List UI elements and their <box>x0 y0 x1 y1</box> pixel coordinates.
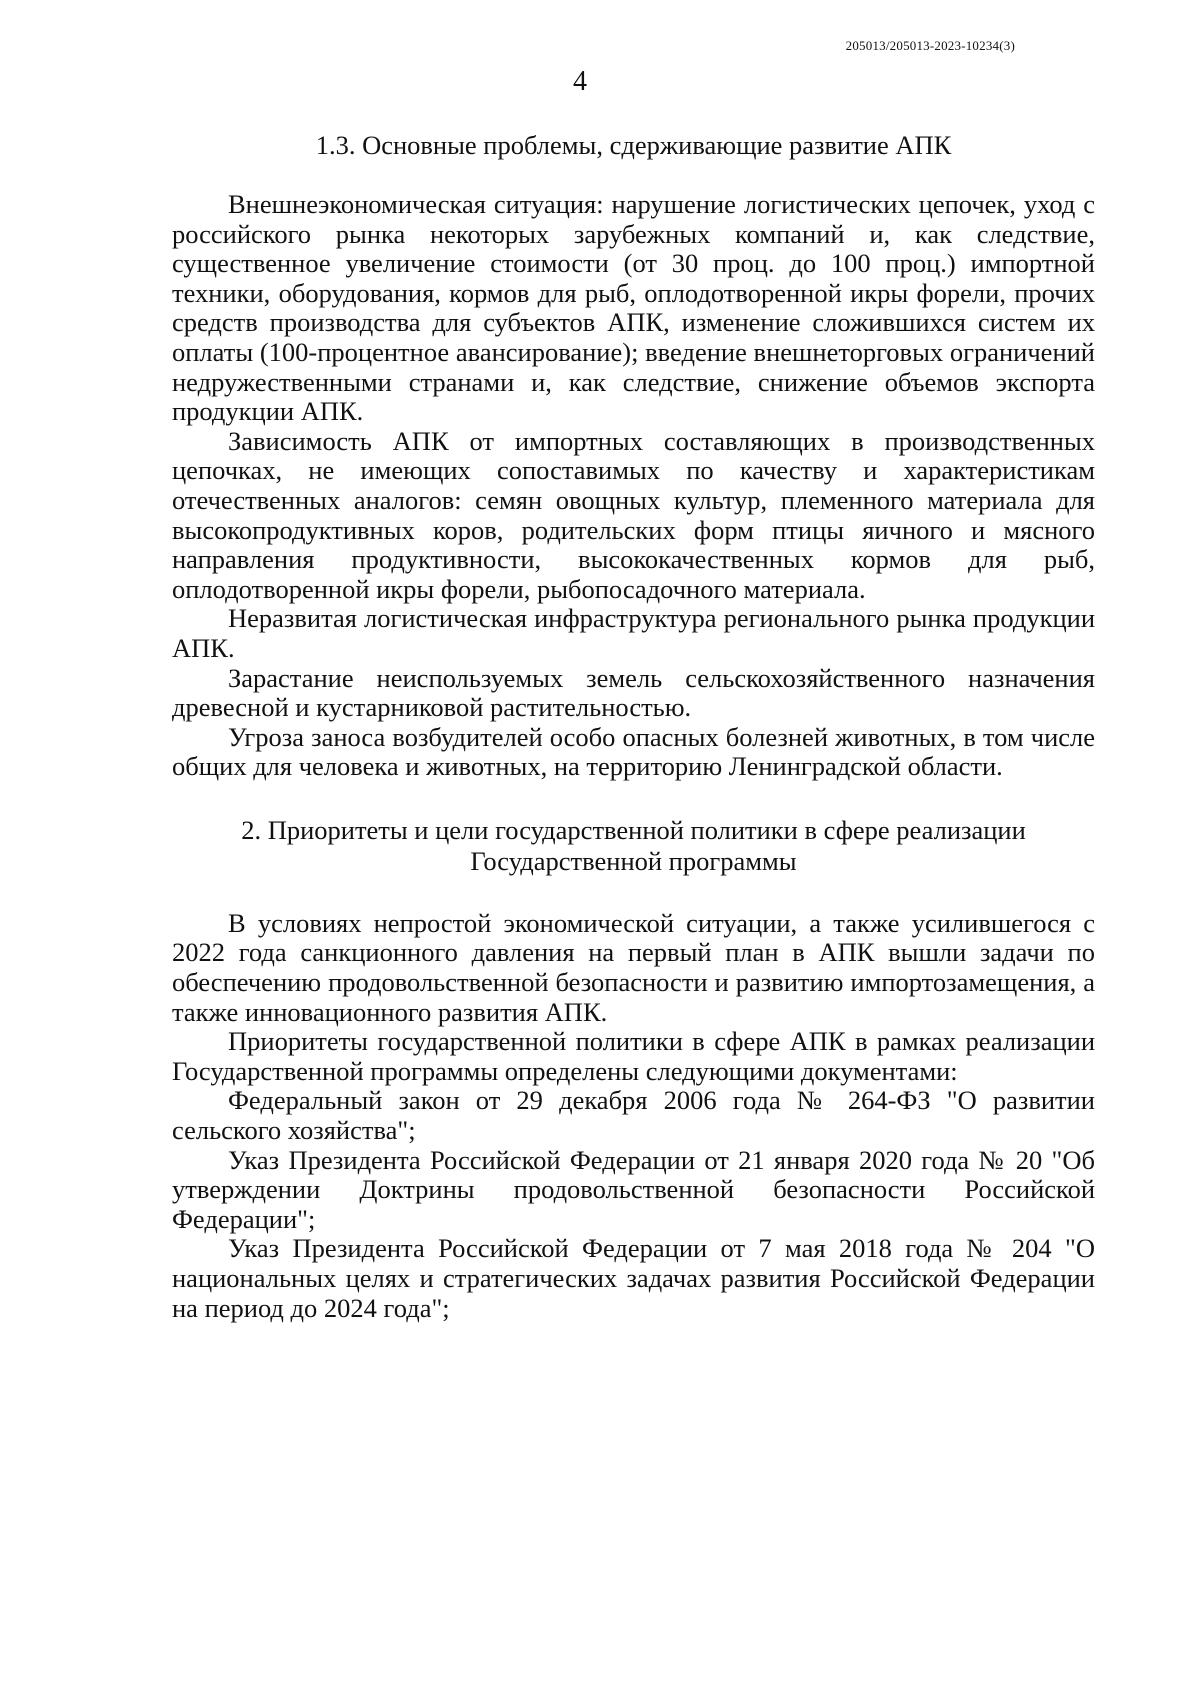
paragraph: Неразвитая логистическая инфраструктура регионального рынка продукции АПК. <box>172 603 1095 663</box>
paragraph: Угроза заноса возбудителей особо опасных болезней животных, в том числе общих для человека и животных, на территорию Ленинградской области. <box>172 721 1095 782</box>
document-id: 205013/205013-2023-10234(3) <box>845 38 1015 53</box>
section-2-title-line-2: Государственной программы <box>470 845 797 876</box>
section-1-3-title: 1.3. Основные проблемы, сдерживающие развитие АПК <box>315 130 952 160</box>
paragraph: Зарастание неиспользуемых земель сельскохозяйственного назначения древесной и кустарниковой растительностью. <box>172 662 1095 723</box>
document-reference-paragraph: Федеральный закон от 29 декабря 2006 года № 264-ФЗ "О развитии сельского хозяйства"; <box>172 1085 1095 1146</box>
paragraph: Внешнеэкономическая ситуация: нарушение логистических цепочек, уход с российского рынка некоторых зарубежных компаний и, как следствие, существенное увеличение стоимости (от 30 проц. до 100 проц.) импортной техники, оборудования, кормов для рыб, оплодотворенной икры форели, прочих средств производства для субъектов АПК, изменение сложившихся систем их оплаты (100-процентное авансирование); введение внешнеторговых ограничений недружественными странами и, как следствие, снижение объемов экспорта продукции АПК. <box>172 189 1095 427</box>
section-2-title-line-1: 2. Приоритеты и цели государственной политики в сфере реализации <box>241 814 1026 845</box>
paragraph: В условиях непростой экономической ситуации, а также усилившегося с 2022 года санкционного давления на первый план в АПК вышли задачи по обеспечению продовольственной безопасности и развитию импортозамещения, а также инновационного развития АПК. <box>172 907 1095 1027</box>
paragraph: Зависимость АПК от импортных составляющих в производственных цепочках, не имеющих сопоставимых по качеству и характеристикам отечественных аналогов: семян овощных культур, племенного материала для высокопродуктивных коров, родительских форм птицы яичного и мясного направления продуктивности, высококачественных кормов для рыб, оплодотворенной икры форели, рыбопосадочного материала. <box>172 425 1095 604</box>
section-2-title <box>172 815 1095 877</box>
document-reference-paragraph: Указ Президента Российской Федерации от 21 января 2020 года № 20 "Об утверждении Доктрины продовольственной безопасности Российской Федерации"; <box>172 1144 1095 1234</box>
document-reference-paragraph: Указ Президента Российской Федерации от 7 мая 2018 года № 204 "О национальных целях и стратегических задачах развития Российской Федерации на период до 2024 года"; <box>172 1233 1095 1323</box>
document-body <box>172 130 1095 1323</box>
paragraph: Приоритеты государственной политики в сфере АПК в рамках реализации Государственной программы определены следующими документами: <box>172 1026 1095 1086</box>
page-number: 4 <box>573 66 587 97</box>
